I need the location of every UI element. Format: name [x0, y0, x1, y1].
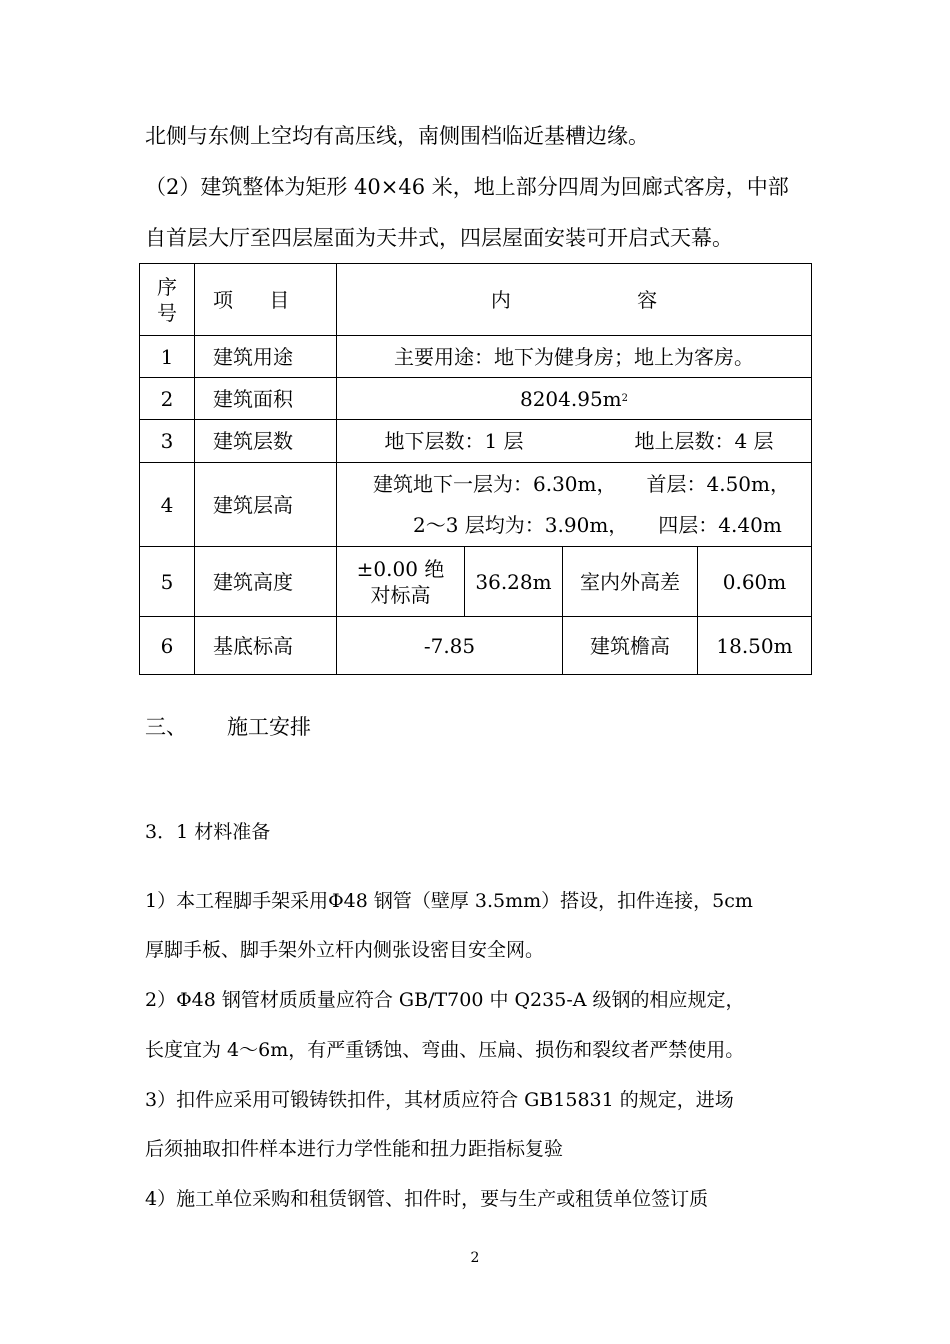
row-no: 5: [140, 547, 195, 617]
list-item: 2）Φ48 钢管材质质量应符合 GB/T700 中 Q235-A 级钢的相应规定，: [145, 989, 745, 1011]
table-row: [140, 463, 812, 547]
table-row: [140, 547, 812, 617]
list-item: 长度宜为 4～6m，有严重锈蚀、弯曲、压扁、损伤和裂纹者严禁使用。: [145, 1039, 745, 1061]
row-content: 主要用途：地下为健身房；地上为客房。: [337, 336, 812, 378]
row-item: 建筑用途: [195, 336, 337, 378]
list-item: 1）本工程脚手架采用Φ48 钢管（壁厚 3.5mm）搭设，扣件连接，5cm: [145, 890, 753, 912]
table-row: [140, 378, 812, 420]
eave-height-value: 18.50m: [698, 617, 812, 675]
base-elevation-value: -7.85: [337, 617, 563, 675]
row-item: 建筑面积: [195, 378, 337, 420]
row-no: 1: [140, 336, 195, 378]
subsection-heading: 3．1 材料准备: [145, 821, 271, 843]
area-unit-superscript: 2: [621, 392, 629, 404]
header-item: 项 目: [195, 264, 337, 336]
floors-below: 地下层数：1 层: [384, 429, 524, 453]
row-item: 建筑层高: [195, 463, 337, 547]
header-content: 内 容: [337, 264, 812, 336]
floor-height-line-2: 2～3 层均为：3.90m， 四层：4.40m: [413, 512, 782, 537]
absolute-elevation-value: 36.28m: [465, 547, 563, 617]
list-item: 4）施工单位采购和租赁钢管、扣件时，要与生产或租赁单位签订质: [145, 1188, 709, 1210]
table-row: [140, 420, 812, 463]
table-row: [140, 617, 812, 675]
row-item: 基底标高: [195, 617, 337, 675]
list-item: 后须抽取扣件样本进行力学性能和扭力距指标复验: [145, 1138, 564, 1160]
absolute-elevation-label: ±0.00 绝对标高: [337, 547, 465, 617]
row-item: 建筑层数: [195, 420, 337, 463]
eave-height-label: 建筑檐高: [563, 617, 698, 675]
row-no: 4: [140, 463, 195, 547]
row-no: 3: [140, 420, 195, 463]
paragraph-line: （2）建筑整体为矩形 40×46 米，地上部分四周为回廊式客房，中部: [145, 175, 789, 199]
section-heading: [145, 713, 311, 741]
height-difference-value: 0.60m: [698, 547, 812, 617]
row-content: [337, 378, 812, 420]
section-title: 施工安排: [227, 715, 311, 739]
row-content: [337, 463, 812, 547]
table-header-row: [140, 264, 812, 336]
section-number: 三、: [145, 715, 187, 739]
row-no: 2: [140, 378, 195, 420]
table-row: [140, 336, 812, 378]
height-difference-label: 室内外高差: [563, 547, 698, 617]
floor-height-line-1: 建筑地下一层为：6.30m， 首层：4.50m，: [373, 471, 790, 496]
building-info-table: [139, 263, 812, 675]
paragraph-line: 北侧与东侧上空均有高压线，南侧围档临近基槽边缘。: [145, 124, 649, 148]
header-no: 序号: [140, 264, 195, 336]
list-item: 厚脚手板、脚手架外立杆内侧张设密目安全网。: [145, 939, 545, 961]
floors-above: 地上层数：4 层: [634, 429, 774, 453]
row-content: [337, 420, 812, 463]
paragraph-line: 自首层大厅至四层屋面为天井式，四层屋面安装可开启式天幕。: [145, 226, 733, 250]
row-item: 建筑高度: [195, 547, 337, 617]
page-number: 2: [470, 1250, 480, 1266]
area-value: 8204.95m: [519, 386, 622, 411]
row-no: 6: [140, 617, 195, 675]
list-item: 3）扣件应采用可锻铸铁扣件，其材质应符合 GB15831 的规定，进场: [145, 1089, 734, 1111]
